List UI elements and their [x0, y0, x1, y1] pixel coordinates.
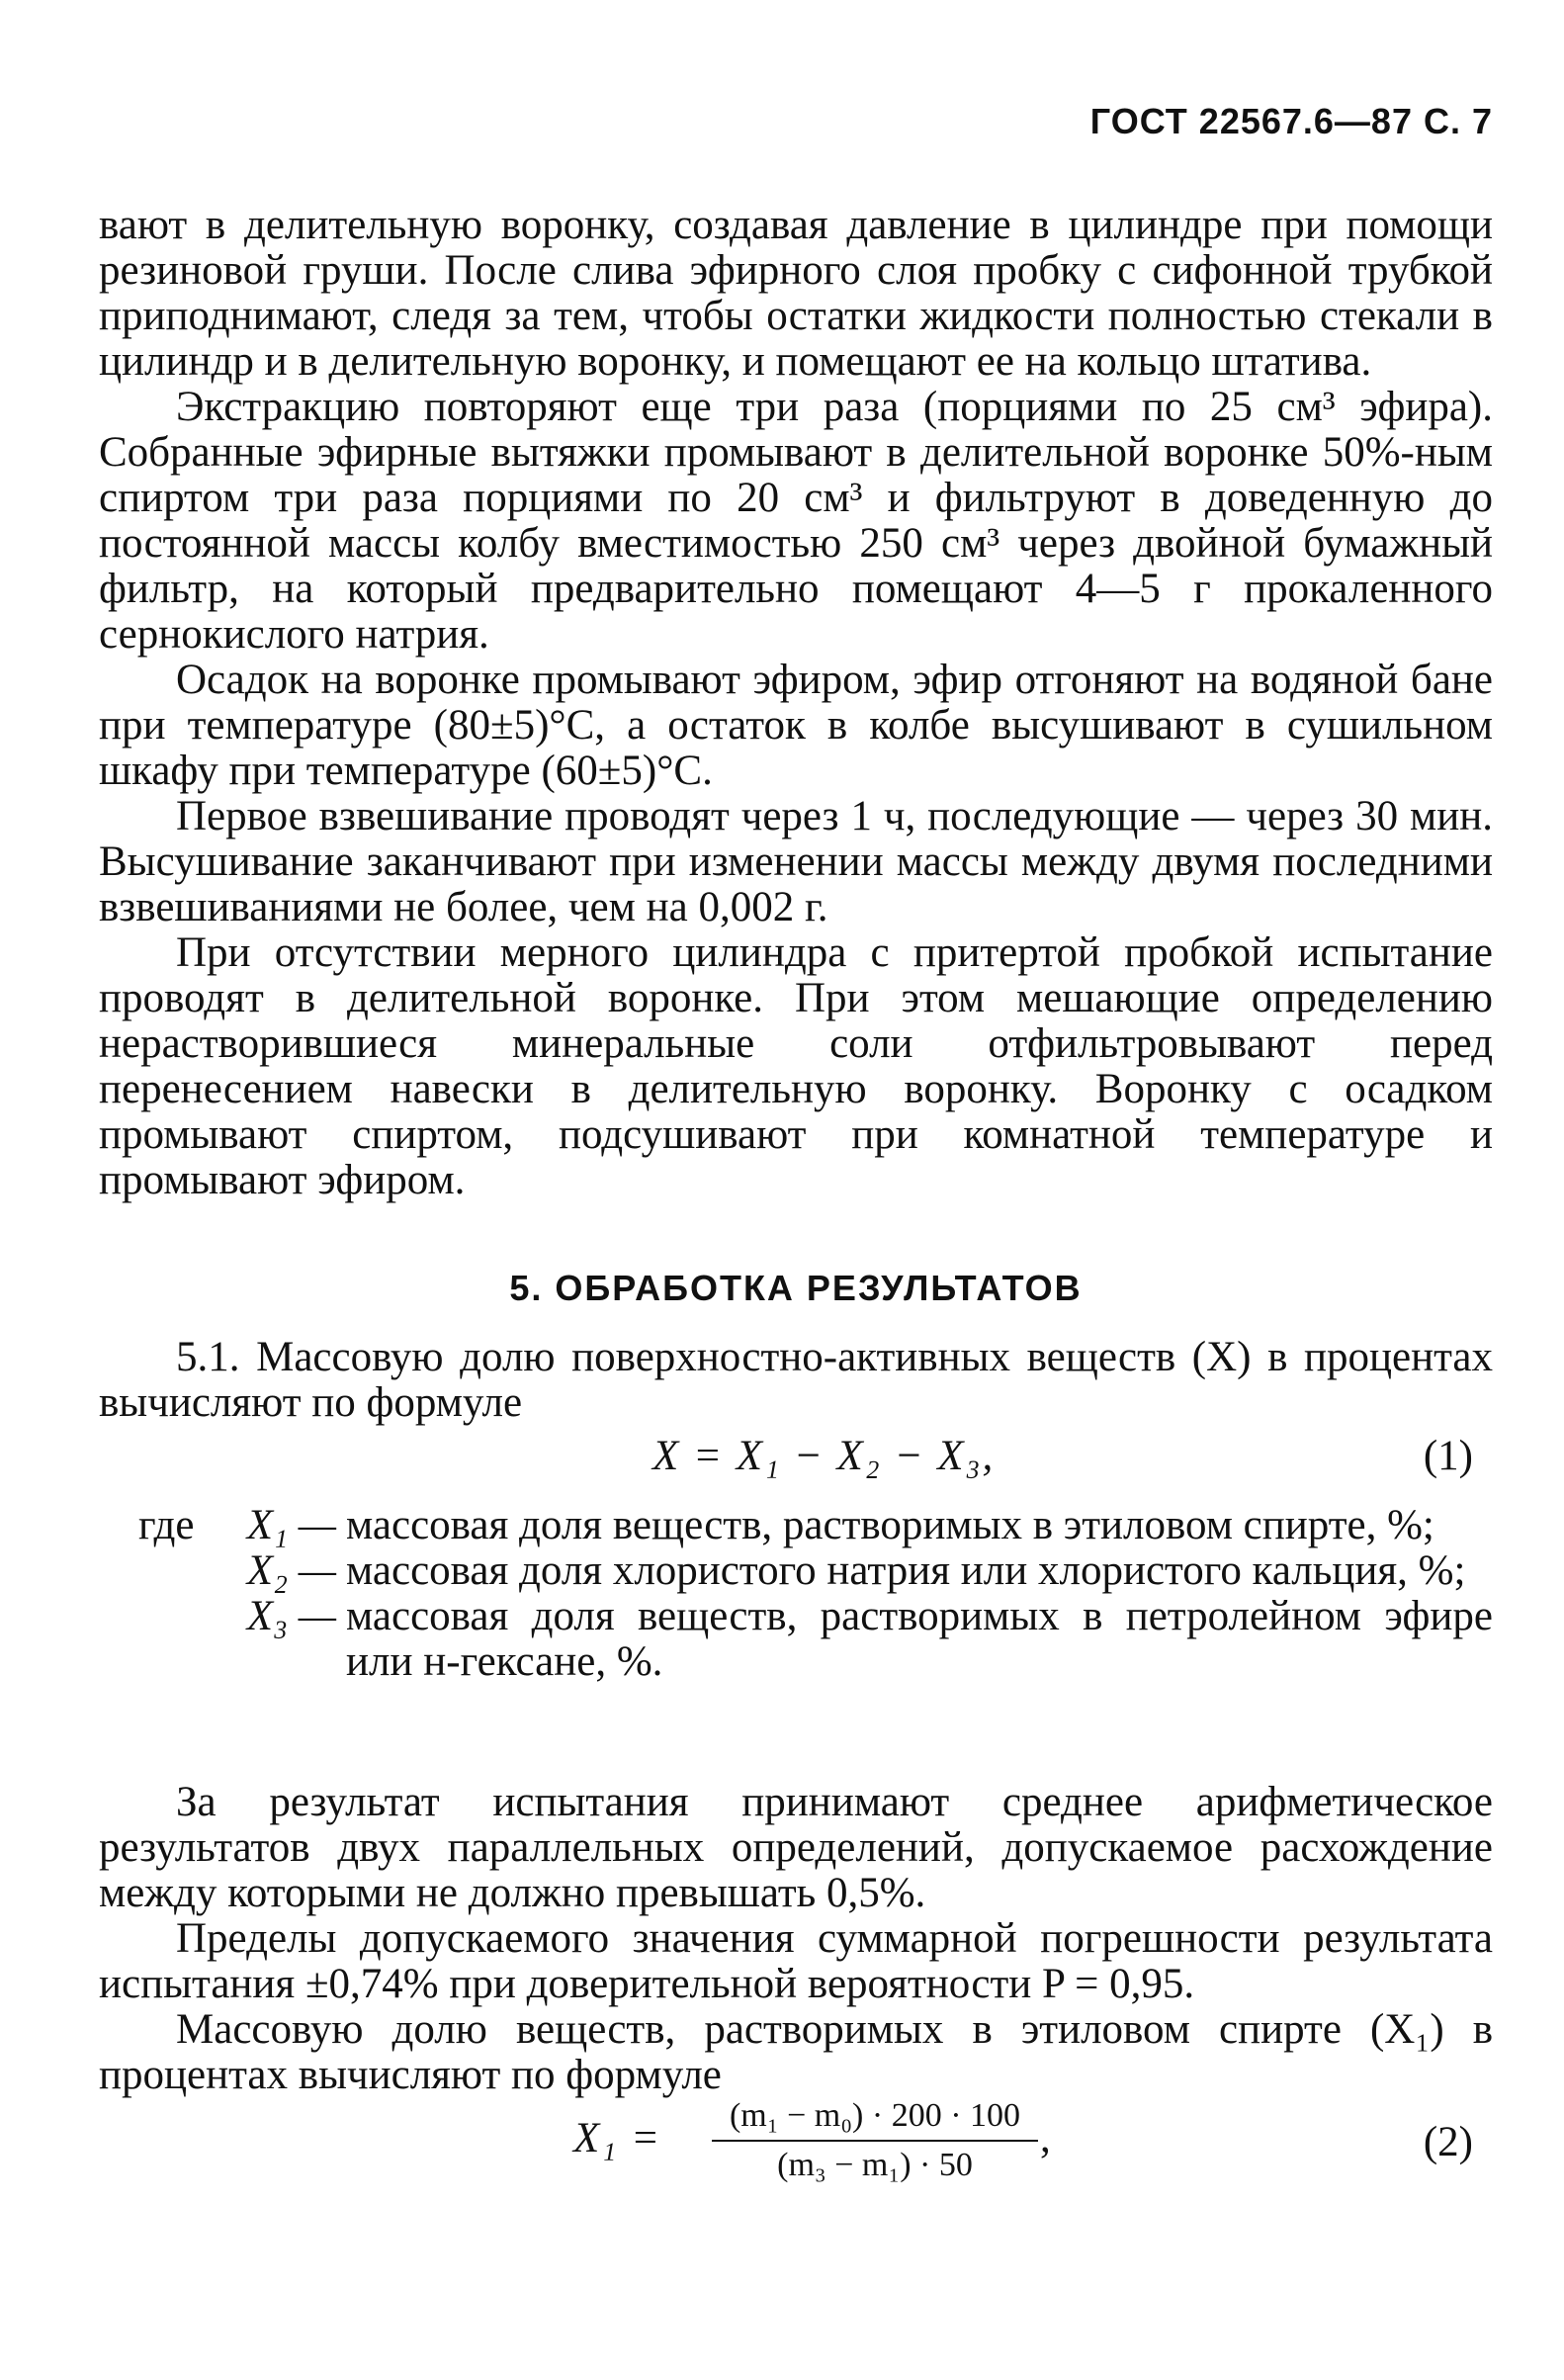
paragraph: Осадок на воронке промывают эфиром, эфир отгоняют на водяной бане при температуре (80±5)°С, а остаток в колбе высушивают в сушильном шкафу при температуре (60±5)°С. — [99, 657, 1493, 794]
where-symbol: X₁ — — [246, 1502, 336, 1548]
where-description: массовая доля веществ, растворимых в этиловом спирте, %; — [346, 1502, 1434, 1548]
formula-expression: X = X₁ − X₂ − X₃, — [652, 1433, 996, 1479]
where-symbol: X₂ — — [246, 1547, 336, 1594]
formula-lhs: X₁ = — [573, 2115, 661, 2161]
fraction-numerator: (m₁ − m₀) · 200 · 100 — [712, 2096, 1038, 2142]
paragraph: вают в делительную воронку, создавая давление в цилиндре при помощи резиновой груши. После слива эфирного слоя пробку с сифонной трубкой приподнимают, следя за тем, чтобы остатки жидкости полностью стекали в цилиндр и в делительную воронку, и помещают ее на кольцо штатива. — [99, 202, 1493, 385]
where-item — [99, 1503, 1493, 1548]
paragraph: Экстракцию повторяют еще три раза (порциями по 25 см³ эфира). Собранные эфирные вытяжки промывают в делительной воронке 50%-ным спиртом три раза порциями по 20 см³ и фильтруют в доведенную до постоянной массы колбу вместимостью 250 см³ через двойной бумажный фильтр, на который предварительно помещают 4—5 г прокаленного сернокислого натрия. — [99, 384, 1493, 658]
formula-number: (1) — [1423, 1433, 1473, 1479]
section-title: 5. ОБРАБОТКА РЕЗУЛЬТАТОВ — [509, 1268, 1083, 1308]
where-lead: где — [138, 1502, 195, 1548]
where-symbol: X₃ — — [246, 1593, 336, 1639]
page-header: ГОСТ 22567.6—87 С. 7 — [1089, 101, 1493, 141]
where-list — [99, 1503, 1493, 1685]
where-item — [99, 1548, 1493, 1594]
body-text-before — [99, 203, 1493, 1203]
paragraph: Массовую долю веществ, растворимых в этиловом спирте (X₁) в процентах вычисляют по формуле — [99, 2006, 1493, 2098]
where-item — [99, 1594, 1493, 1685]
paragraph: Первое взвешивание проводят через 1 ч, последующие — через 30 мин. Высушивание заканчивают при изменении массы между двумя последними взвешиваниями не более, чем на 0,002 г. — [99, 793, 1493, 930]
formula-2 — [99, 2096, 1493, 2205]
clause-5-1 — [99, 1335, 1493, 1426]
fraction — [712, 2096, 1038, 2185]
formula-1 — [99, 1434, 1493, 1483]
where-description: массовая доля хлористого натрия или хлористого кальция, %; — [346, 1547, 1466, 1594]
body-text-after — [99, 1780, 1493, 2098]
paragraph: При отсутствии мерного цилиндра с притертой пробкой испытание проводят в делительной воронке. При этом мешающие определению нерастворившиеся минеральные соли отфильтровывают перед перенесением навески в делительную воронку. Воронку с осадком промывают спиртом, подсушивают при комнатной температуре и промывают эфиром. — [99, 929, 1493, 1203]
paragraph: 5.1. Массовую долю поверхностно-активных веществ (X) в процентах вычисляют по формуле — [99, 1334, 1493, 1426]
formula-comma: , — [1040, 2115, 1051, 2161]
paragraph: Пределы допускаемого значения суммарной погрешности результата испытания ±0,74% при доверительной вероятности P = 0,95. — [99, 1915, 1493, 2007]
fraction-denominator: (m₃ − m₁) · 50 — [777, 2147, 973, 2183]
paragraph: За результат испытания принимают среднее арифметическое результатов двух параллельных определений, допускаемое расхождение между которыми не должно превышать 0,5%. — [99, 1779, 1493, 1916]
where-description: массовая доля веществ, растворимых в петролейном эфире или н-гексане, %. — [346, 1593, 1493, 1685]
formula-number: (2) — [1423, 2119, 1473, 2165]
